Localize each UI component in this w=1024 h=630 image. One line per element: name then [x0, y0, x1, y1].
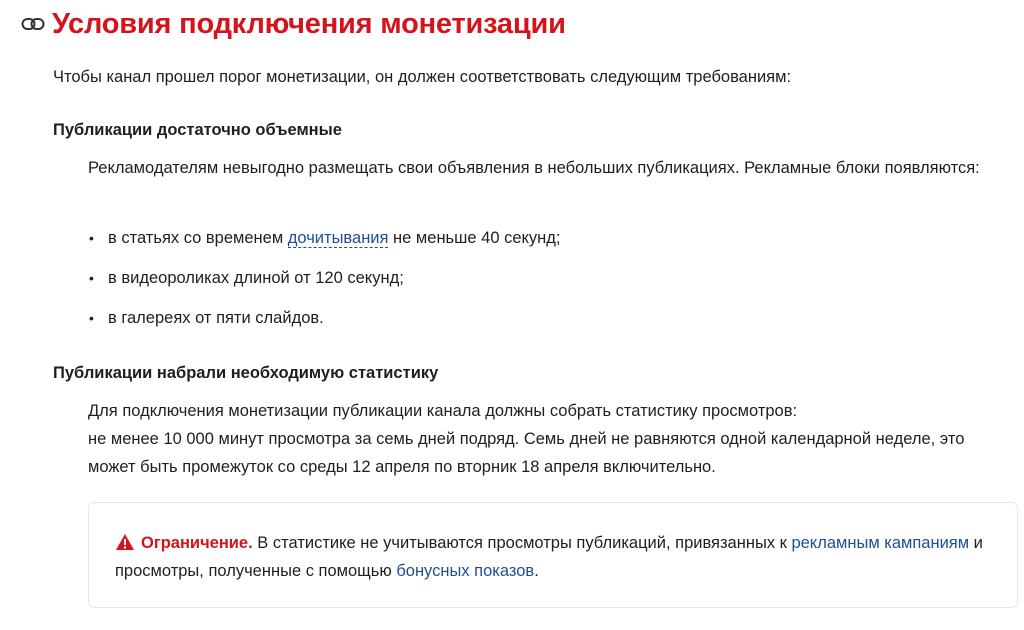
list-item	[88, 267, 561, 289]
intro-text: Чтобы канал прошел порог монетизации, он должен соответствовать следующим требованиям:	[53, 68, 792, 86]
section-heading-volume: Публикации достаточно объемные	[53, 121, 342, 139]
title-row	[20, 4, 566, 44]
section-paragraph-statistics	[88, 397, 1008, 481]
bullet-icon: •	[89, 270, 94, 286]
dochityvanie-link[interactable]: дочитывания	[287, 229, 389, 247]
link-icon[interactable]	[20, 14, 46, 34]
bullet-icon: •	[89, 310, 94, 326]
restriction-note	[88, 502, 1018, 608]
page-title: Условия подключения монетизации	[52, 7, 566, 40]
list-item-text: в галереях от пяти слайдов.	[108, 309, 324, 327]
restriction-body: В статистике не учитываются просмотры публикаций, привязанных к	[252, 534, 792, 552]
bullet-icon: •	[89, 230, 94, 246]
ad-campaigns-link[interactable]: рекламным кампаниям	[791, 534, 970, 552]
requirements-list	[88, 227, 561, 347]
restriction-text	[115, 529, 995, 585]
statistics-line-2: не менее 10 000 минут просмотра за семь дней подряд. Семь дней не равняются одной календарной неделе, это может быть промежуток со среды 12 апреля по вторник 18 апреля включительно.	[88, 430, 965, 476]
restriction-body: и просмотры, полученные с помощью	[115, 534, 983, 580]
section-paragraph-volume: Рекламодателям невыгодно размещать свои объявления в небольших публикациях. Рекламные блоки появляются:	[88, 159, 980, 177]
list-item	[88, 227, 561, 249]
list-item	[88, 307, 561, 329]
warning-icon	[115, 532, 135, 550]
list-item-text: не меньше 40 секунд;	[388, 229, 561, 247]
statistics-line-1: Для подключения монетизации публикации канала должны собрать статистику просмотров:	[88, 402, 798, 420]
section-heading-statistics: Публикации набрали необходимую статистику	[53, 364, 439, 382]
bonus-impressions-link[interactable]: бонусных показов	[396, 562, 535, 580]
list-item-text: в видеороликах длиной от 120 секунд;	[108, 269, 404, 287]
restriction-body: .	[534, 562, 539, 580]
list-item-text: в статьях со временем	[108, 229, 288, 247]
restriction-label: Ограничение.	[141, 534, 253, 552]
